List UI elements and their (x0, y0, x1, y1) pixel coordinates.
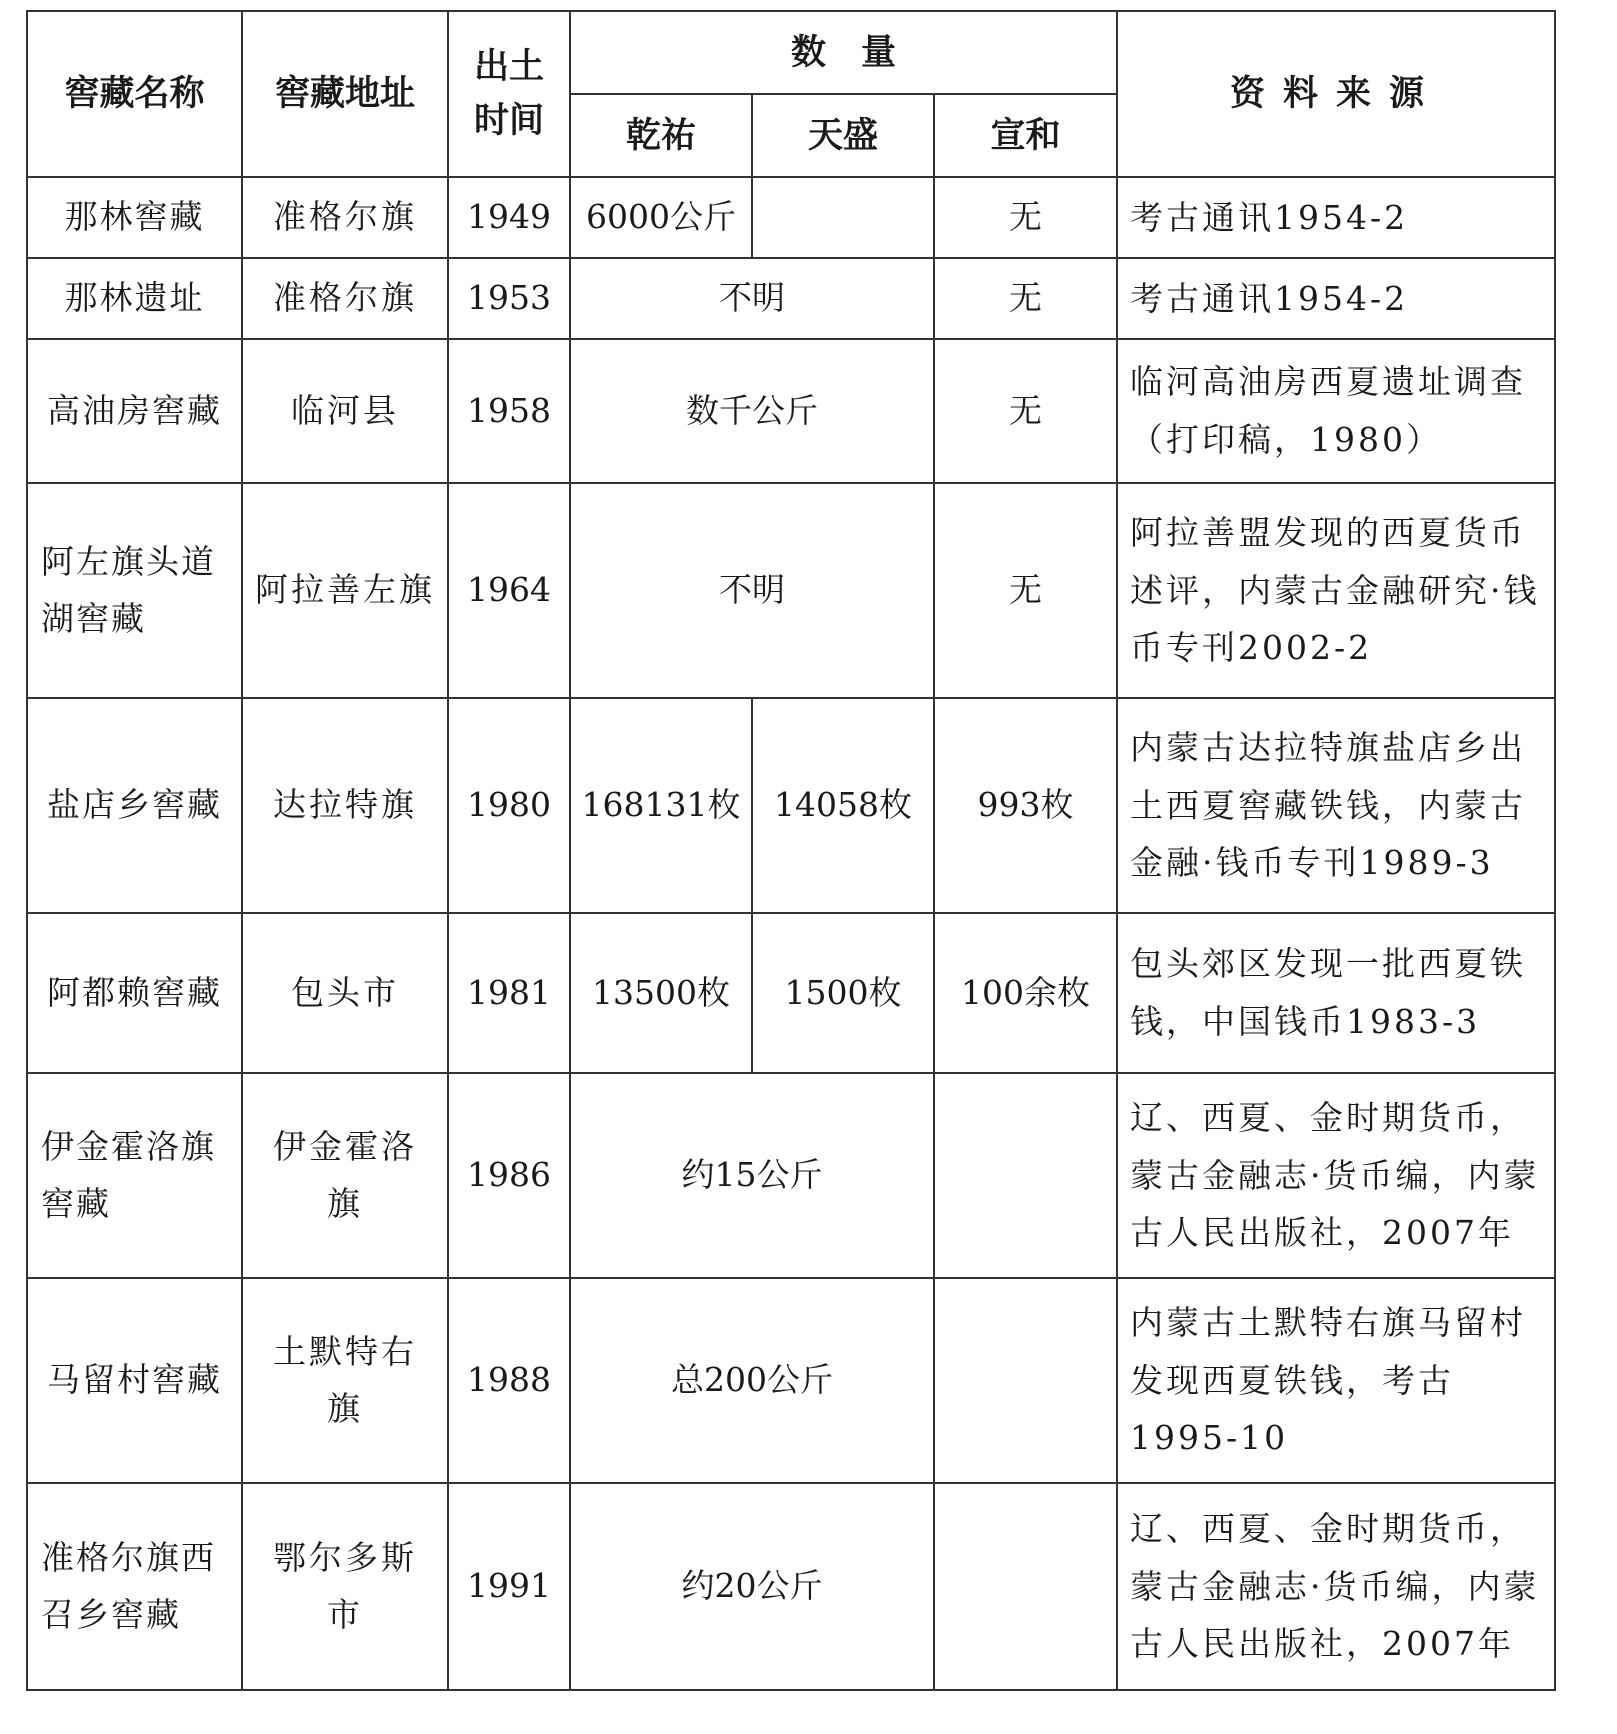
cell-source: 考古通讯1954-2 (1117, 177, 1555, 258)
cell-source: 内蒙古土默特右旗马留村发现西夏铁钱，考古1995-10 (1117, 1278, 1555, 1483)
cell-name: 那林窖藏 (27, 177, 242, 258)
cell-qianyou: 168131枚 (570, 698, 752, 913)
cell-xuanhe: 无 (934, 483, 1117, 698)
cell-xuanhe: 无 (934, 339, 1117, 483)
cell-address-text: 鄂尔多斯市 (273, 1537, 417, 1634)
header-qianyou: 乾祐 (570, 94, 752, 177)
cell-quantity: 约15公斤 (570, 1073, 934, 1278)
cell-tiansheng: 14058枚 (752, 698, 934, 913)
cell-year: 1949 (448, 177, 570, 258)
cell-xuanhe: 无 (934, 177, 1117, 258)
cell-qianyou: 6000公斤 (570, 177, 752, 258)
cell-year: 1988 (448, 1278, 570, 1483)
cell-qianyou: 13500枚 (570, 913, 752, 1073)
cell-xuanhe: 100余枚 (934, 913, 1117, 1073)
header-address: 窖藏地址 (242, 11, 448, 177)
cell-source: 包头郊区发现一批西夏铁钱，中国钱币1983-3 (1117, 913, 1555, 1073)
cell-name: 盐店乡窖藏 (27, 698, 242, 913)
table-row (27, 1278, 1555, 1483)
header-source: 资料来源 (1117, 11, 1555, 177)
cell-address: 临河县 (242, 339, 448, 483)
cell-address-text: 土默特右旗 (273, 1331, 417, 1428)
cell-xuanhe: 无 (934, 258, 1117, 339)
cell-name: 那林遗址 (27, 258, 242, 339)
header-name: 窖藏名称 (27, 11, 242, 177)
cell-source: 阿拉善盟发现的西夏货币述评，内蒙古金融研究·钱币专刊2002-2 (1117, 483, 1555, 698)
cell-year: 1958 (448, 339, 570, 483)
cell-source: 内蒙古达拉特旗盐店乡出土西夏窖藏铁钱，内蒙古金融·钱币专刊1989-3 (1117, 698, 1555, 913)
cell-address: 准格尔旗 (242, 258, 448, 339)
cell-address: 包头市 (242, 913, 448, 1073)
table-row (27, 913, 1555, 1073)
cell-name: 伊金霍洛旗窖藏 (27, 1073, 242, 1278)
cell-tiansheng: 1500枚 (752, 913, 934, 1073)
cell-quantity: 数千公斤 (570, 339, 934, 483)
cell-year: 1964 (448, 483, 570, 698)
cell-source: 辽、西夏、金时期货币，蒙古金融志·货币编，内蒙古人民出版社，2007年 (1117, 1073, 1555, 1278)
cell-address (242, 1073, 448, 1278)
cell-source: 临河高油房西夏遗址调查（打印稿，1980） (1117, 339, 1555, 483)
cell-address: 达拉特旗 (242, 698, 448, 913)
cell-quantity: 约20公斤 (570, 1483, 934, 1690)
cell-name: 马留村窖藏 (27, 1278, 242, 1483)
cell-name: 阿都赖窖藏 (27, 913, 242, 1073)
cell-year: 1991 (448, 1483, 570, 1690)
table-row (27, 1483, 1555, 1690)
cell-xuanhe: 993枚 (934, 698, 1117, 913)
cell-address (242, 1278, 448, 1483)
table-row (27, 483, 1555, 698)
cell-year: 1953 (448, 258, 570, 339)
table-row (27, 698, 1555, 913)
header-year-text: 出土时间 (473, 46, 544, 141)
cell-quantity: 不明 (570, 483, 934, 698)
cell-name: 准格尔旗西召乡窖藏 (27, 1483, 242, 1690)
header-xuanhe: 宣和 (934, 94, 1117, 177)
table-row (27, 258, 1555, 339)
table-row (27, 1073, 1555, 1278)
cell-xuanhe (934, 1278, 1117, 1483)
cell-source: 辽、西夏、金时期货币，蒙古金融志·货币编，内蒙古人民出版社，2007年 (1117, 1483, 1555, 1690)
hoard-table (26, 10, 1556, 1691)
cell-quantity: 不明 (570, 258, 934, 339)
table-body (27, 177, 1555, 1690)
header-year (448, 11, 570, 177)
cell-address (242, 1483, 448, 1690)
cell-quantity: 总200公斤 (570, 1278, 934, 1483)
cell-address-text: 伊金霍洛旗 (273, 1126, 417, 1223)
cell-year: 1980 (448, 698, 570, 913)
cell-address: 阿拉善左旗 (242, 483, 448, 698)
header-quantity: 数 量 (570, 11, 1117, 94)
cell-year: 1981 (448, 913, 570, 1073)
cell-name: 高油房窖藏 (27, 339, 242, 483)
cell-address: 准格尔旗 (242, 177, 448, 258)
cell-year: 1986 (448, 1073, 570, 1278)
cell-xuanhe (934, 1073, 1117, 1278)
table-row (27, 339, 1555, 483)
table-row (27, 177, 1555, 258)
cell-xuanhe (934, 1483, 1117, 1690)
cell-tiansheng (752, 177, 934, 258)
cell-name: 阿左旗头道湖窖藏 (27, 483, 242, 698)
header-tiansheng: 天盛 (752, 94, 934, 177)
cell-source: 考古通讯1954-2 (1117, 258, 1555, 339)
